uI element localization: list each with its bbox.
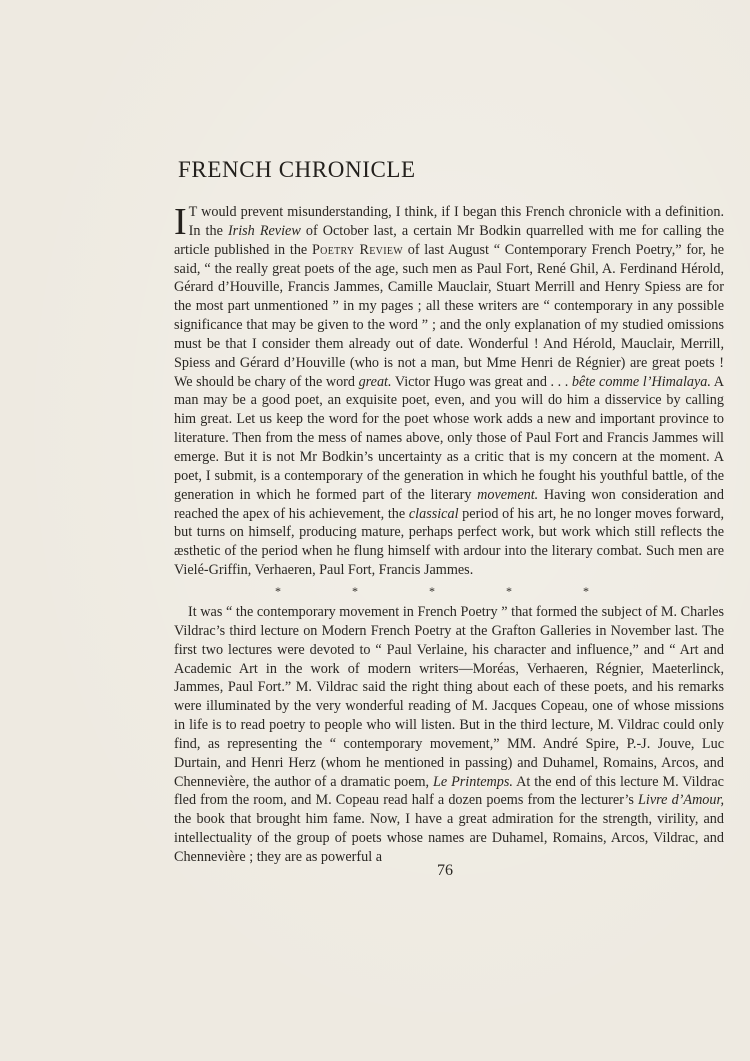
small-caps-title: Poetry Review [311, 241, 403, 258]
page-title: FRENCH CHRONICLE [178, 157, 416, 182]
text-run: At the end of this lecture M. Vildrac fled from the room, and M. Copeau read half a dozen poems from the lecturer’s [174, 773, 724, 809]
italic-phrase: bête comme l’Himalaya. [571, 373, 711, 390]
text-run: period of his art, he no longer moves forward, but turns on himself, producing mature, perhaps perfect work, but work which still reflects the æsthetic of the period when he flung himself with ardour into the literary combat. Such men are Vielé-Griffin, Verhaeren, Paul Fort, Francis Jammes. [174, 505, 724, 579]
text-run: of October last, a certain Mr Bodkin quarrelled with me for calling the article published in the [174, 222, 724, 258]
text-run: It was “ the contemporary movement in French Poetry ” that formed the subject of M. Charles Vildrac’s third lecture on Modern French Poetry at the Grafton Galleries in November last. The first two lectures were devoted to “ Paul Verlaine, his character and influence,” and “ Art and Academic Art in the work of modern writers—Moréas, Verhaeren, Régnier, Maeterlinck, Jammes, Paul Fort.” M. Vildrac said the right thing about each of these poets, and his remarks were illuminated by the very wonderful reading of M. Jacques Copeau, one of whose missions in life is to read poetry to people who will listen. But in the third lecture, M. Vildrac could only find, as representing the “ contemporary movement,” MM. André Spire, P.-J. Jouve, Luc Durtain, and Henri Herz (whom he mentioned in passing) and Duhamel, Romains, Arcos, and Chennevière, the author of a dramatic poem, [174, 604, 724, 790]
italic-word: great. [358, 373, 392, 390]
text-run: of last August “ Contemporary French Poetry,” for, he said, “ the really great poets of the age, such men as Paul Fort, René Ghil, A. Ferdinand Hérold, Gérard d’Houville, Francis Jammes, Camille Mauclair, Stuart Merrill and Henry Spiess are for the most part unmentioned ” in my pages ; all these writers are “ contemporary in any possible significance that may be given to the word ” ; and the only explanation of my studied omissions must be that I consider them already out of date. Wonderful ! And Hérold, Mauclair, Merrill, Spiess and Gérard d’Houville (who is not a man, but Mme Henri de Régnier) are great poets ! We should be chary of the word [174, 241, 724, 390]
text-run: Victor Hugo was great and . . . [391, 373, 572, 390]
text-run: T would prevent misunderstanding, I think, if I began this French chronicle with a definition. In the [188, 204, 724, 239]
italic-word: movement. [477, 486, 539, 503]
italic-word: classical [408, 505, 459, 522]
text-run: A man may be a good poet, an exquisite poet, even, and you will do him a disservice by calling him great. Let us keep the word for the poet whose work adds a new and important province to literature. Then from the mess of names above, only those of Paul Fort and Francis Jammes will emerge. But it is not Mr Bodkin’s uncertainty as a critic that is my concern at the moment. A poet, I submit, is a contemporary of the generation in which he fought his youthful battle, of the generation in which he formed part of the literary [174, 373, 724, 503]
italic-title: Le Printemps. [433, 773, 513, 790]
italic-title: Livre d’Amour, [638, 792, 724, 809]
drop-cap: I [174, 201, 187, 243]
text-run: Having won consideration and reached the apex of his achievement, the [174, 486, 724, 522]
text-run: the book that brought him fame. Now, I have a great admiration for the strength, virility, and intellectuality of the group of poets whose names are Duhamel, Romains, Arcos, Vildrac, and Chennevière ; they are as powerful a [174, 811, 724, 865]
paragraph-definition [174, 203, 724, 580]
section-separator: * * * * * [275, 584, 623, 598]
italic-title: Irish Review [227, 222, 301, 239]
page-number: 76 [437, 862, 453, 879]
paragraph-vildrac-lectures [174, 603, 724, 867]
